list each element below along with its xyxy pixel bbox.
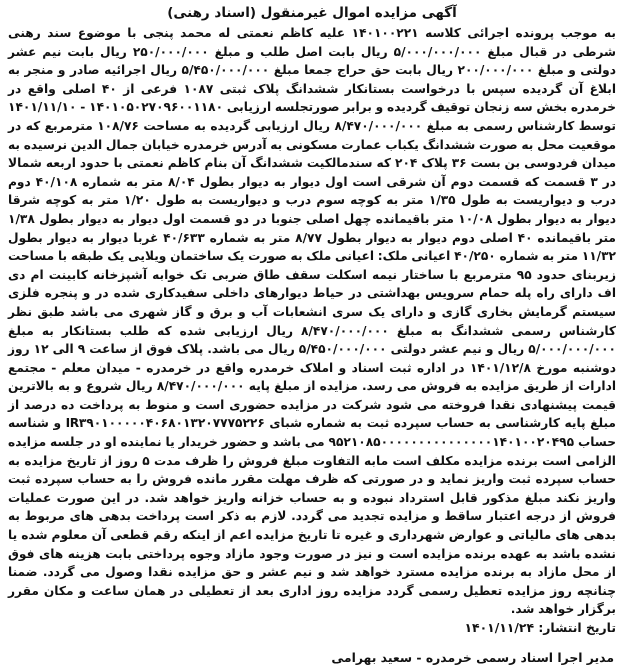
notice-title: آگهی مزایده اموال غیرمنقول (اسناد رهنی) — [167, 5, 457, 21]
signature: مدیر اجرا اسناد رسمی خرمدره - سعید بهرامی — [331, 650, 614, 665]
notice-body: به موجب پرونده اجرائی کلاسه ۱۴۰۱۰۰۲۲۱ علیه کاظم نعمتی له محمد پنجی با موضوع سند رهنی شرطی در قبال مبلغ ۵/۰۰۰/۰۰۰/۰۰۰ ریال بابت اصل طلب و مبلغ ۲۵۰/۰۰۰/۰۰۰ ریال بابت نیم عشر دولتی و مبلغ ۲۰۰/۰۰۰/۰۰۰ ریال بابت حق حراج جمعا مبلغ ۵/۴۵۰/۰۰۰/۰۰۰ ریال اجرائیه صادر و منجر به ابلاغ آن گردیده سپس با درخواست بستانکار ششدانگ پلاک ثبتی ۱۰۸۷ فرعی از ۴۰ اصلی واقع در خرمدره بخش سه زنجان توقیف گردیده و برابر صورتجلسه ارزیابی ۱۴۰۱۰۵۰۲۷۰۹۶۰۰۱۱۸۰ - ۱۴۰۱/۱۱/۱۰ توسط کارشناس رسمی به مبلغ ۸/۴۷۰/۰۰۰/۰۰۰ ریال ارزیابی گردیده به مساحت ۱۰۸/۷۶ مترمربع که در موقعیت محل به صورت ششدانگ یکباب عمارت مسکونی به آدرس خرمدره خیابان جمال الدین نرسیده به میدان فردوسی بن بست ۳۶ پلاک ۲۰۴ که سندمالکیت ششدانگ آن بنام کاظم نعمتی با حدود اربعه شمالا در ۳ قسمت که قسمت دوم آن شرقی است اول دیوار به دیوار بطول ۸/۰۴ متر به شماره ۴۰/۱۰۸ دوم درب و دیواریست به طول ۱/۳۵ متر به کوچه سوم درب و دیواریست به طول ۱/۲۰ متر به کوچه شرقا دیوار به دیوار بطول ۱۰/۰۸ متر باقیمانده چهل اصلی جنوبا در دو قسمت اول دیوار به دیوار بطول ۱/۳۸ متر باقیمانده ۴۰ اصلی دوم دیوار به دیوار بطول ۸/۷۷ متر به شماره ۴۰/۶۳۳ غربا دیوار به دیوار بطول ۱۱/۳۲ متر به شماره ۴۰/۲۵۰ اعیانی ملک: اعیانی ملک به صورت یک ساختمان ویلایی یک طبقه با مساحت زیربنای حدود ۹۵ مترمربع با ساختار نیمه اسکلت سقف طاق ضربی تک خوابه آشپزخانه کابینت ام دی اف دارای راه پله حمام سرویس بهداشتی در حیاط دیوارهای داخلی سفیدکاری شده در و پنجره فلزی سیستم گرمایش بخاری گازی و دارای یک سری انشعابات آب و برق و گاز شهری می باشد طبق نظر کارشناس رسمی ششدانگ به مبلغ ۸/۴۷۰/۰۰۰/۰۰۰ ریال ارزیابی شده که طلب بستانکار به مبلغ ۵/۰۰۰/۰۰۰/۰۰۰ ریال و نیم عشر دولتی ۵/۴۵۰/۰۰۰/۰۰۰ ریال می باشد. پلاک فوق از ساعت ۹ الی ۱۲ روز دوشنبه مورخ ۱۴۰۱/۱۲/۸ در اداره ثبت اسناد و املاک خرمدره واقع در خرمدره - میدان معلم - مجتمع ادارات از طریق مزایده به فروش می رسد. مزایده از مبلغ پایه ۸/۴۷۰/۰۰۰/۰۰۰ ریال شروع و به بالاترین قیمت پیشنهادی نقدا فروخته می شود شرکت در مزایده حضوری است و منوط به پرداخت ده درصد از مبلغ پایه کارشناسی به حساب سپرده ثبت به شماره شبای IR۳۹۰۱۰۰۰۰۰۴۰۶۸۰۱۳۲۰۷۷۷۵۲۲۶ و شناسه حساب ۹۵۲۱۰۸۵۰۰۰۰۰۰۰۰۰۰۰۰۰۰۰۱۴۰۱۰۰۲۰۴۹۵ می باشد و حضور خریدار یا نماینده او در جلسه مزایده الزامی است برنده مزایده مکلف است مابه التفاوت مبلغ فروش را ظرف مدت ۵ روز از تاریخ مزایده به حساب سپرده ثبت واریز نماید و در صورتی که ظرف مهلت مقرر مانده فروش را به حساب سپرده ثبت واریز نکند مبلغ مذکور قابل استرداد نبوده و به حساب خزانه واریز خواهد شد. در این صورت عملیات فروش از درجه اعتبار ساقط و مزایده تجدید می گردد. لازم به ذکر است پرداخت بدهی های مربوط به بدهی های مالیاتی و عوارض شهرداری و غیره تا تاریخ مزایده اعم از اینکه رقم قطعی آن معلوم شده یا نشده باشد به عهده برنده مزایده است و نیز در صورت وجود مازاد وجوه پرداختی بابت هزینه های فوق از محل مازاد به برنده مزایده مسترد خواهد شد و نیم عشر و حق مزایده نقدا وصول می گردد. ضمنا چنانچه روز مزایده تعطیل رسمی گردد مزایده روز اداری بعد از تعطیلی در همان ساعت و مکان مقرر برگزار خواهد شد. — [7, 26, 617, 617]
publish-date: تاریخ انتشار: ۱۴۰۱/۱۱/۲۴ — [464, 620, 616, 635]
auction-notice — [6, 4, 618, 665]
